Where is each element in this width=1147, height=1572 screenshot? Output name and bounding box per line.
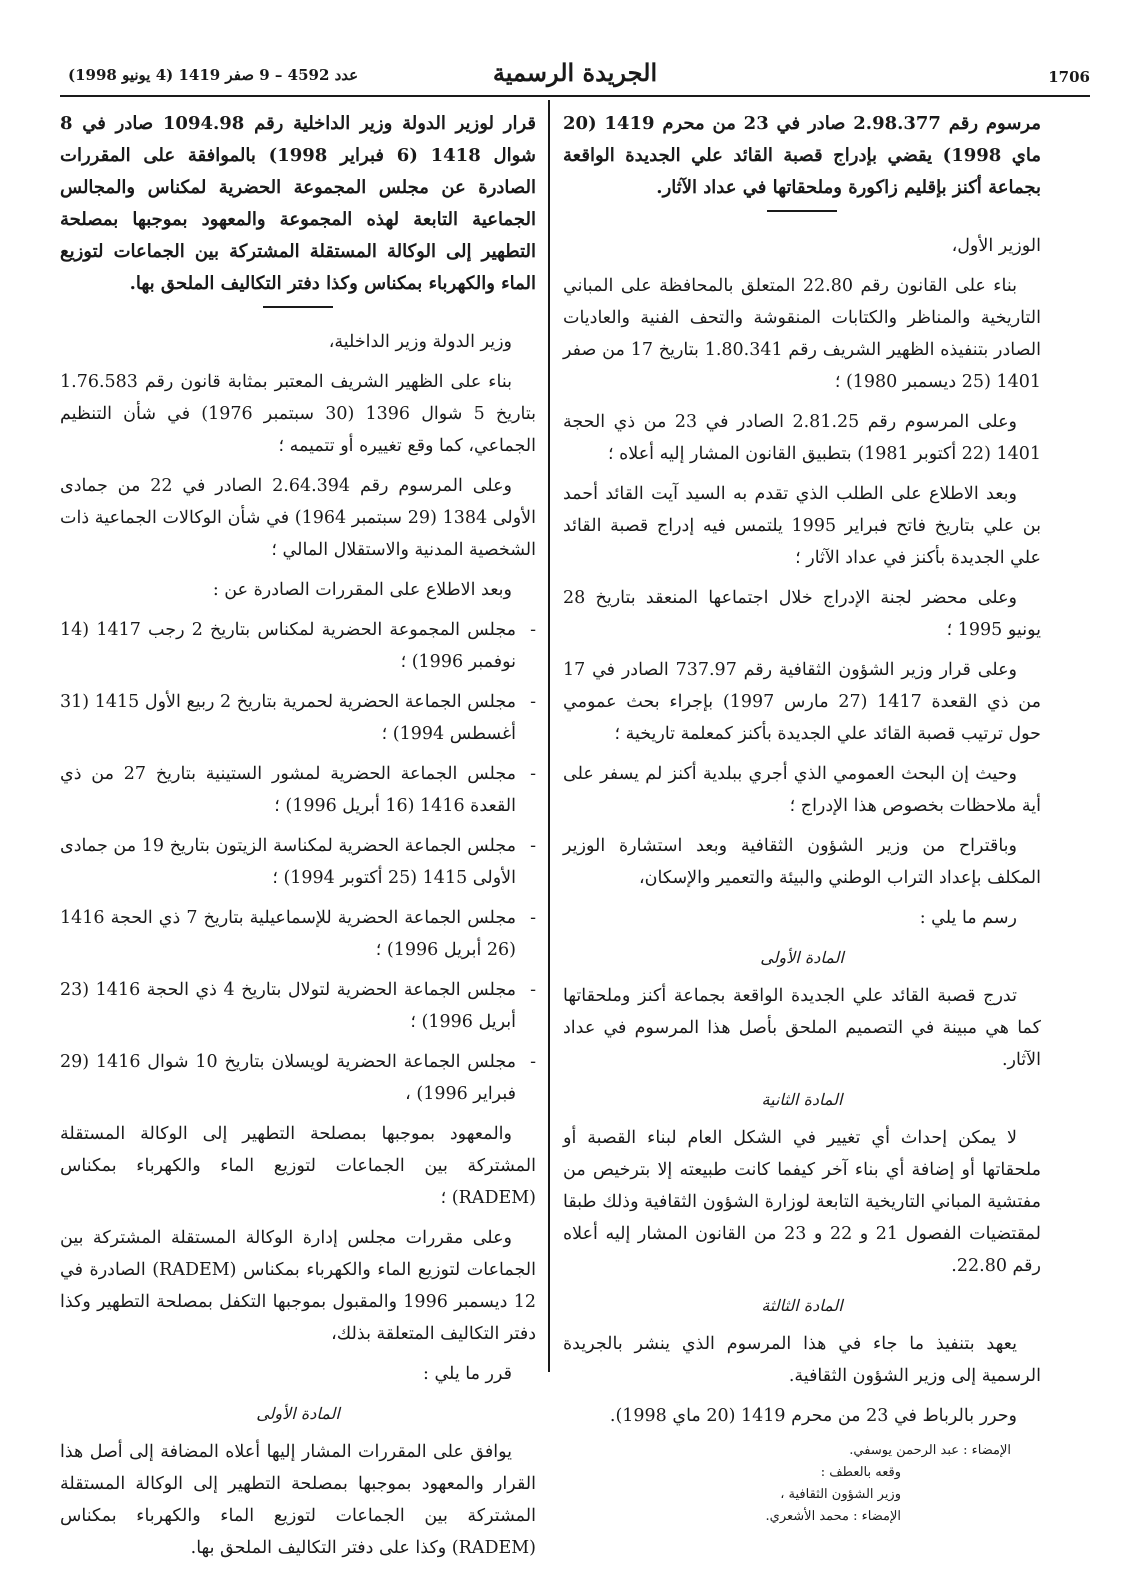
- column-divider: [548, 100, 550, 1372]
- list-item-text: مجلس المجموعة الحضرية لمكناس بتاريخ 2 رجب 1417 (14 نوفمبر 1996) ؛: [60, 620, 516, 672]
- decree-paragraph: وبعد الاطلاع على الطلب الذي تقدم به السيد آيت القائد أحمد بن علي بتاريخ فاتح فبراير 1995 يلتمس فيه إدراج قصبة القائد علي الجديدة بأكنز في عداد الآثار ؛: [563, 484, 1041, 568]
- countersign-signature: الإمضاء : محمد الأشعري.: [765, 1509, 901, 1524]
- list-item-text: مجلس الجماعة الحضرية لويسلان بتاريخ 10 شوال 1416 (29 فبراير 1996) ،: [60, 1052, 517, 1104]
- order-paragraph: وعلى مقررات مجلس إدارة الوكالة المستقلة المشتركة بين الجماعات لتوزيع الماء والكهرباء بمكناس (RADEM) الصادرة في 12 ديسمبر 1996 والمقبول بموجبها التكفل بمصلحة التطهير وكذا دفتر التكاليف المتعلقة بذلك،: [60, 1228, 536, 1344]
- list-dash: -: [530, 764, 536, 784]
- decree-paragraph: وعلى محضر لجنة الإدراج خلال اجتماعها المنعقد بتاريخ 28 يونيو 1995 ؛: [563, 588, 1041, 640]
- list-item-text: مجلس الجماعة الحضرية لحمرية بتاريخ 2 ربيع الأول 1415 (31 أغسطس 1994) ؛: [60, 692, 517, 744]
- list-item: [60, 902, 536, 966]
- order-enactment: قرر ما يلي :: [422, 1364, 512, 1384]
- decree-date: وحرر بالرباط في 23 من محرم 1419 (20 ماي 1998).: [609, 1406, 1017, 1426]
- article-heading: المادة الثانية: [761, 1090, 843, 1109]
- decree-paragraph: وباقتراح من وزير الشؤون الثقافية وبعد استشارة الوزير المكلف بإعداد التراب الوطني والبيئة والتعمير والإسكان،: [563, 836, 1041, 888]
- decree-paragraph: وحيث إن البحث العمومي الذي أجري ببلدية أكنز لم يسفر على أية ملاحظات بخصوص هذا الإدراج ؛: [563, 764, 1041, 816]
- article-text: يعهد بتنفيذ ما جاء في هذا المرسوم الذي ينشر بالجريدة الرسمية إلى وزير الشؤون الثقافية.: [563, 1334, 1041, 1386]
- header-rule: [60, 95, 1090, 97]
- list-item-text: مجلس الجماعة الحضرية لمكناسة الزيتون بتاريخ 19 من جمادى الأولى 1415 (25 أكتوبر 1994) ؛: [60, 836, 516, 888]
- issue-info: عدد 4592 – 9 صفر 1419 (4 يونيو 1998): [68, 66, 359, 84]
- list-dash: -: [530, 620, 536, 640]
- article-text: تدرج قصبة القائد علي الجديدة الواقعة بجماعة أكنز وملحقاتها كما هي مبينة في التصميم الملحق بأصل هذا المرسوم في عداد الآثار.: [563, 986, 1041, 1070]
- council-list: [60, 614, 536, 1110]
- list-intro: وبعد الاطلاع على المقررات الصادرة عن :: [212, 580, 512, 600]
- list-item: [60, 758, 536, 822]
- list-item: [60, 614, 536, 678]
- list-dash: -: [530, 836, 536, 856]
- list-item: [60, 686, 536, 750]
- order-column: [60, 108, 536, 1572]
- countersign-minister: وزير الشؤون الثقافية ،: [780, 1487, 901, 1502]
- order-paragraph: بناء على الظهير الشريف المعتبر بمثابة قانون رقم 1.76.583 بتاريخ 5 شوال 1396 (30 سبتمبر 1976) في شأن التنظيم الجماعي، كما وقع تغييره أو تتميمه ؛: [60, 372, 537, 456]
- list-dash: -: [530, 1052, 536, 1072]
- order-paragraph: والمعهود بموجبها بمصلحة التطهير إلى الوكالة المستقلة المشتركة بين الجماعات لتوزيع الماء والكهرباء بمكناس (RADEM) ؛: [60, 1124, 536, 1208]
- list-item: [60, 830, 536, 894]
- list-item-text: مجلس الجماعة الحضرية لمشور الستينية بتاريخ 27 من ذي القعدة 1416 (16 أبريل 1996) ؛: [60, 764, 516, 816]
- article-text: لا يمكن إحداث أي تغيير في الشكل العام لبناء القصبة أو ملحقاتها أو إضافة أي بناء آخر كيفما كانت طبيعته إلا بترخيص من مفتشية المباني التاريخية التابعة لوزارة الشؤون الثقافية وذلك طبقا لمقتضيات الفصول 21 و 22 و 23 من القانون المشار إليه أعلاه رقم 22.80.: [563, 1128, 1041, 1276]
- order-paragraph: وعلى المرسوم رقم 2.64.394 الصادر في 22 من جمادى الأولى 1384 (29 سبتمبر 1964) في شأن الوكالات الجماعية ذات الشخصية المدنية والاستقلال المالي ؛: [60, 476, 537, 560]
- article-text: يوافق على المقررات المشار إليها أعلاه المضافة إلى أصل هذا القرار والمعهود بموجبها بمصلحة التطهير إلى الوكالة المستقلة المشتركة بين الجماعات لتوزيع الماء والكهرباء بمكناس (RADEM) وكذا على دفتر التكاليف الملحق بها.: [60, 1442, 536, 1558]
- countersign-label: وقعه بالعطف :: [820, 1465, 901, 1480]
- list-item-text: مجلس الجماعة الحضرية لتولال بتاريخ 4 ذي الحجة 1416 (23 أبريل 1996) ؛: [60, 980, 516, 1032]
- decree-paragraph: وعلى المرسوم رقم 2.81.25 الصادر في 23 من ذي الحجة 1401 (22 أكتوبر 1981) بتطبيق القانون المشار إليه أعلاه ؛: [563, 412, 1041, 464]
- list-item: [60, 974, 536, 1038]
- decree-title: مرسوم رقم 2.98.377 صادر في 23 من محرم 1419 (20 ماي 1998) يقضي بإدراج قصبة القائد علي الجديدة الواقعة بجماعة أكنز بإقليم زاكورة وملحقاتها في عداد الآثار.: [563, 113, 1041, 198]
- list-dash: -: [530, 980, 536, 1000]
- decree-paragraph: بناء على القانون رقم 22.80 المتعلق بالمحافظة على المباني التاريخية والمناظر والكتابات المنقوشة والتحف الفنية والعاديات الصادر بتنفيذه الظهير الشريف رقم 1.80.341 بتاريخ 17 من صفر 1401 (25 ديسمبر 1980) ؛: [563, 276, 1041, 392]
- decree-paragraph: وعلى قرار وزير الشؤون الثقافية رقم 737.97 الصادر في 17 من ذي القعدة 1417 (27 مارس 1997) بإجراء بحث عمومي حول ترتيب قصبة القائد علي الجديدة بأكنز كمعلمة تاريخية ؛: [563, 660, 1041, 744]
- decree-enactment: رسم ما يلي :: [919, 908, 1017, 928]
- article-heading: المادة الأولى: [256, 1404, 340, 1423]
- title-separator: [767, 210, 837, 212]
- list-dash: -: [530, 908, 536, 928]
- page-number: 1706: [1048, 68, 1090, 86]
- order-issuer: وزير الدولة وزير الداخلية،: [328, 332, 512, 352]
- order-title: قرار لوزير الدولة وزير الداخلية رقم 1094.98 صادر في 8 شوال 1418 (6 فبراير 1998) بالموافقة على المقررات الصادرة عن مجلس المجموعة الحضرية لمكناس والمجالس الجماعية التابعة لهذه المجموعة والمعهود بموجبها بمصلحة التطهير إلى الوكالة المستقلة المشتركة بين الجماعات لتوزيع الماء والكهرباء بمكناس وكذا دفتر التكاليف الملحق بها.: [60, 113, 536, 294]
- article-heading: المادة الأولى: [760, 948, 844, 967]
- list-item-text: مجلس الجماعة الحضرية للإسماعيلية بتاريخ 7 ذي الحجة 1416 (26 أبريل 1996) ؛: [60, 908, 516, 960]
- signature: الإمضاء : عبد الرحمن يوسفي.: [849, 1443, 1011, 1458]
- list-dash: -: [530, 692, 536, 712]
- list-item: [60, 1046, 536, 1110]
- page-header: [60, 58, 1090, 92]
- decree-column: [563, 108, 1041, 1528]
- decree-issuer: الوزير الأول،: [951, 236, 1041, 256]
- title-separator: [263, 306, 333, 308]
- article-heading: المادة الثالثة: [761, 1296, 843, 1315]
- gazette-title: الجريدة الرسمية: [492, 58, 658, 87]
